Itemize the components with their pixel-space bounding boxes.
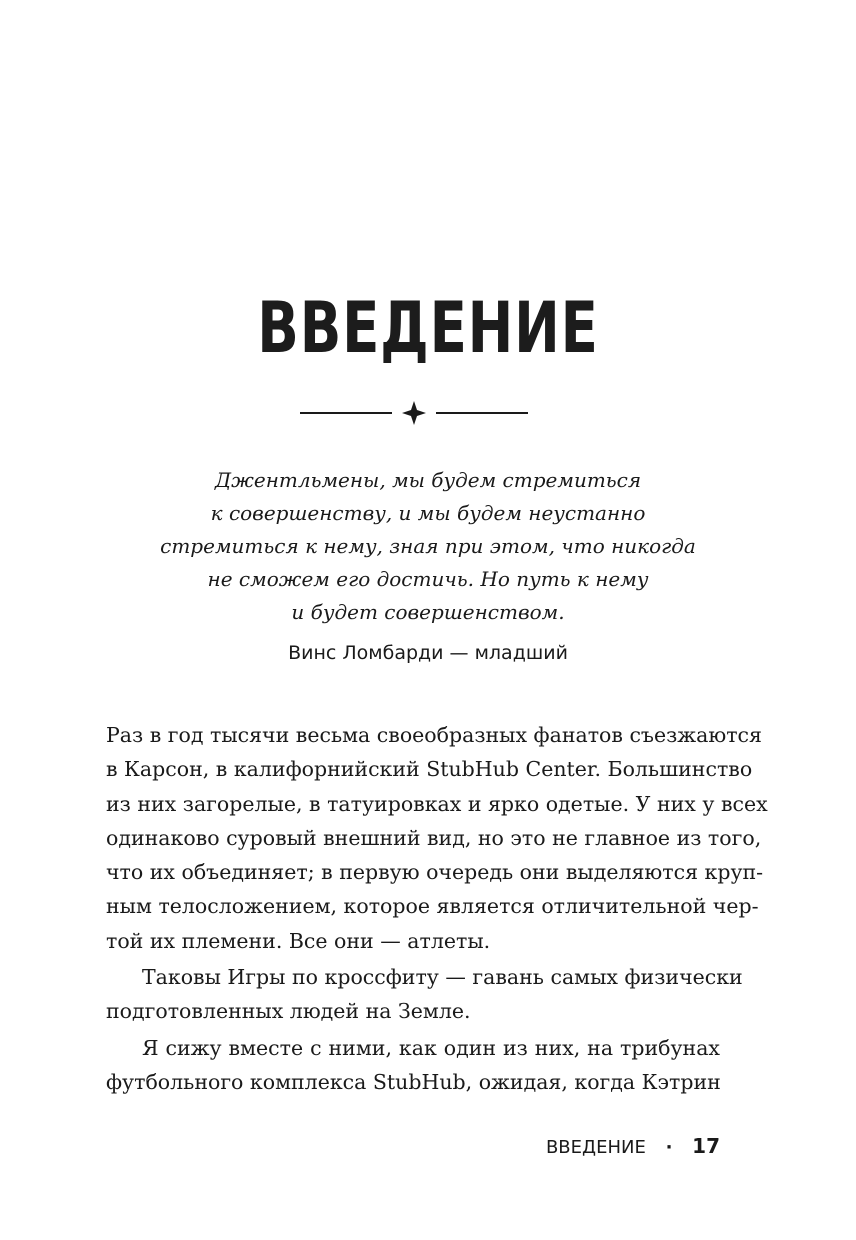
text-line: Я сижу вместе с ними, как один из них, на трибунах [142,1035,720,1060]
text-line: подготовленных людей на Земле. [106,999,471,1024]
epigraph-line: к совершенству, и мы будем неустанно [210,501,646,525]
text-line: что их объединяет; в первую очередь они выделяются круп- [106,860,764,885]
paragraph [106,960,743,1029]
text-line: в Карсон, в калифорнийский StubHub Center. Большинство [106,757,753,782]
epigraph [120,464,736,629]
epigraph-line: Джентльмены, мы будем стремиться [214,468,642,492]
chapter-title: ВВЕДЕНИЕ [257,287,599,369]
footer-section-title: ВВЕДЕНИЕ [545,1137,646,1158]
paragraph [106,718,768,958]
body-text [106,718,768,1099]
ornament-star-icon [402,401,426,425]
text-line: из них загорелые, в татуировках и ярко одетые. У них у всех [106,791,768,816]
text-line: той их племени. Все они — атлеты. [106,928,491,953]
text-line: Таковы Игры по кроссфиту — гавань самых физически [142,965,743,990]
epigraph-attribution: Винс Ломбарди — младший [288,642,568,664]
running-footer [546,1133,720,1161]
epigraph-line: стремиться к нему, зная при этом, что никогда [160,534,696,558]
epigraph-line: и будет совершенством. [291,600,565,624]
text-line: футбольного комплекса StubHub, ожидая, когда Кэтрин [106,1069,721,1094]
text-line: одинаково суровый внешний вид, но это не главное из того, [106,825,762,850]
footer-separator: · [665,1137,673,1158]
paragraph [106,1031,720,1100]
text-line: Раз в год тысячи весьма своеобразных фанатов съезжаются [106,723,762,747]
text-line: ным телосложением, которое является отличительной чер- [106,894,759,919]
epigraph-line: не сможем его достичь. Но путь к нему [207,567,649,591]
ornament-divider [298,398,530,428]
page-number: 17 [692,1134,720,1158]
